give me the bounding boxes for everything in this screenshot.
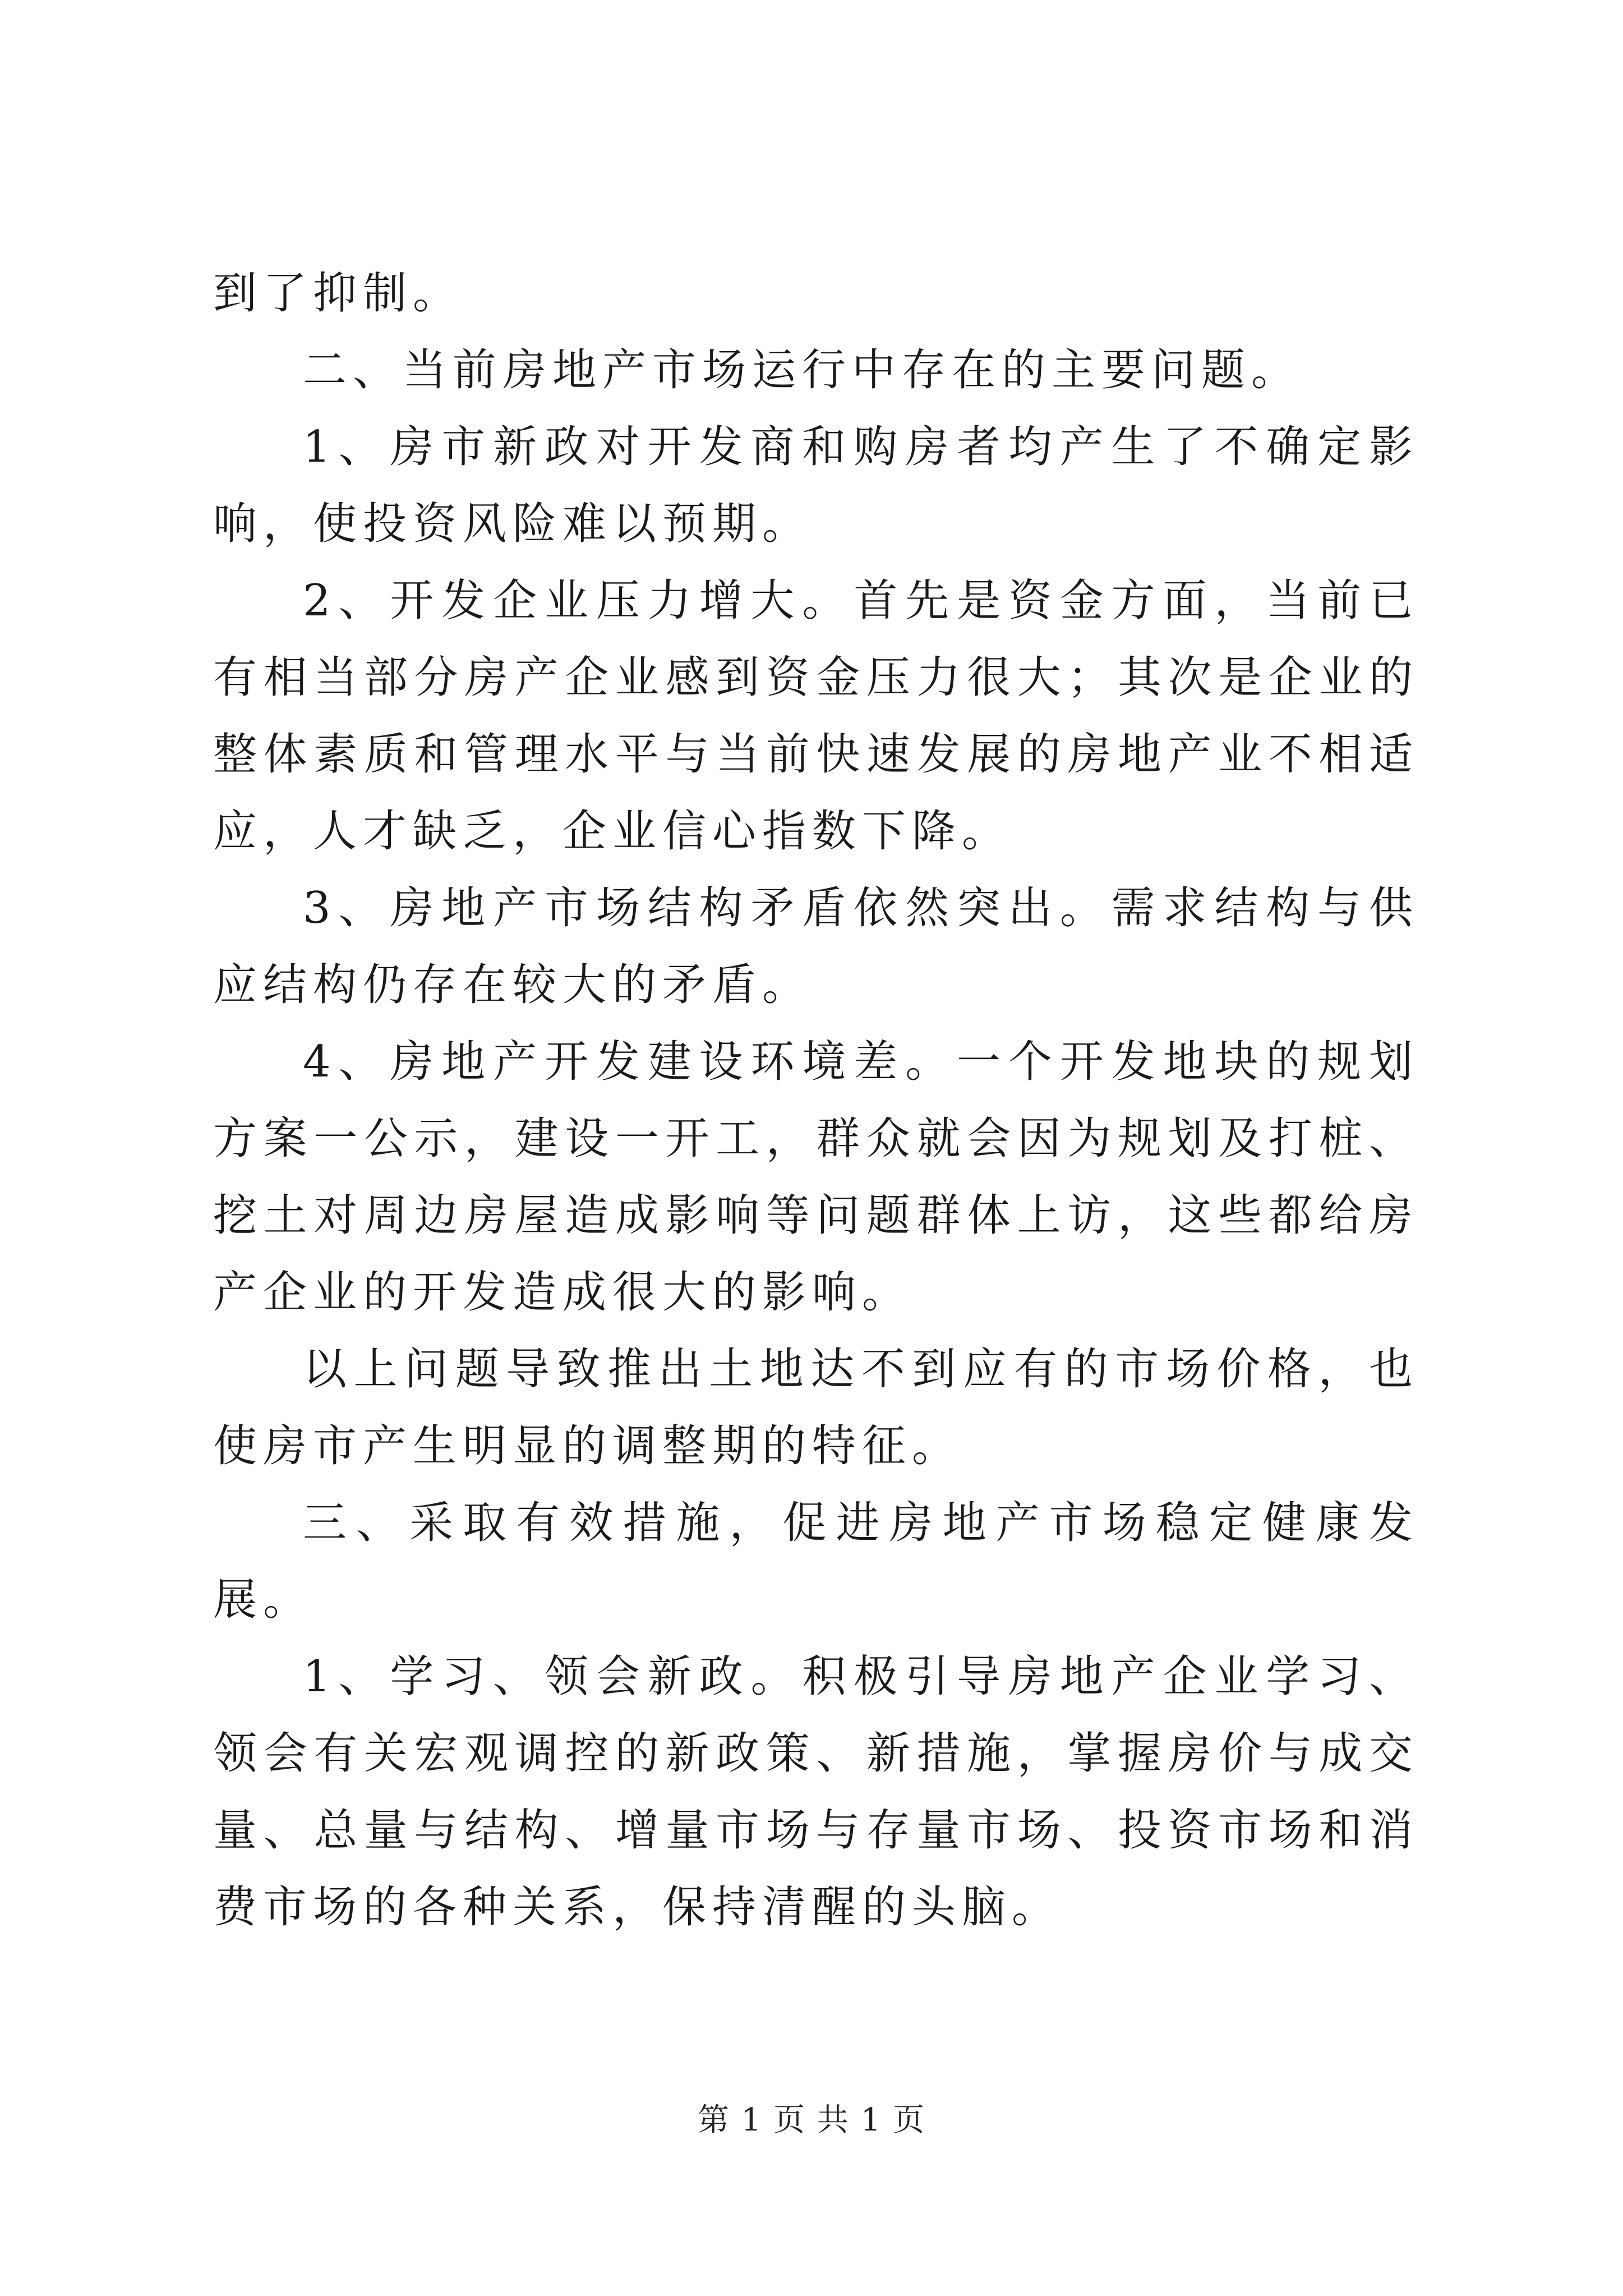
paragraph-measure-1: 1、学习、领会新政。积极引导房地产企业学习、领会有关宏观调控的新政策、新措施，掌握房价与成交量、总量与结构、增量市场与存量市场、投资市场和消费市场的各种关系，保持清醒的头脑。 (213, 1651, 1419, 1932)
section-heading-3: 三、采取有效措施，促进房地产市场稳定健康发展。 (213, 1498, 1419, 1625)
paragraph-problem-3: 3、房地产市场结构矛盾依然突出。需求结构与供应结构仍存在较大的矛盾。 (213, 883, 1419, 1010)
paragraph-continuation: 到了抑制。 (213, 268, 463, 319)
paragraph-problem-1: 1、房市新政对开发商和购房者均产生了不确定影响，使投资风险难以预期。 (213, 422, 1419, 549)
paragraph-problem-2: 2、开发企业压力增大。首先是资金方面，当前已有相当部分房产企业感到资金压力很大；其次是企业的整体素质和管理水平与当前快速发展的房地产业不相适应，人才缺乏，企业信心指数下降。 (213, 576, 1419, 857)
paragraph-problem-4: 4、房地产开发建设环境差。一个开发地块的规划方案一公示，建设一开工，群众就会因为规划及打桩、挖土对周边房屋造成影响等问题群体上访，这些都给房产企业的开发造成很大的影响。 (213, 1037, 1419, 1318)
section-heading-2: 二、当前房地产市场运行中存在的主要问题。 (303, 345, 1302, 395)
paragraph-summary: 以上问题导致推出土地达不到应有的市场价格，也使房市产生明显的调整期的特征。 (213, 1344, 1419, 1471)
document-body (213, 255, 1419, 1946)
page-number-footer: 第 1 页 共 1 页 (697, 2102, 926, 2138)
